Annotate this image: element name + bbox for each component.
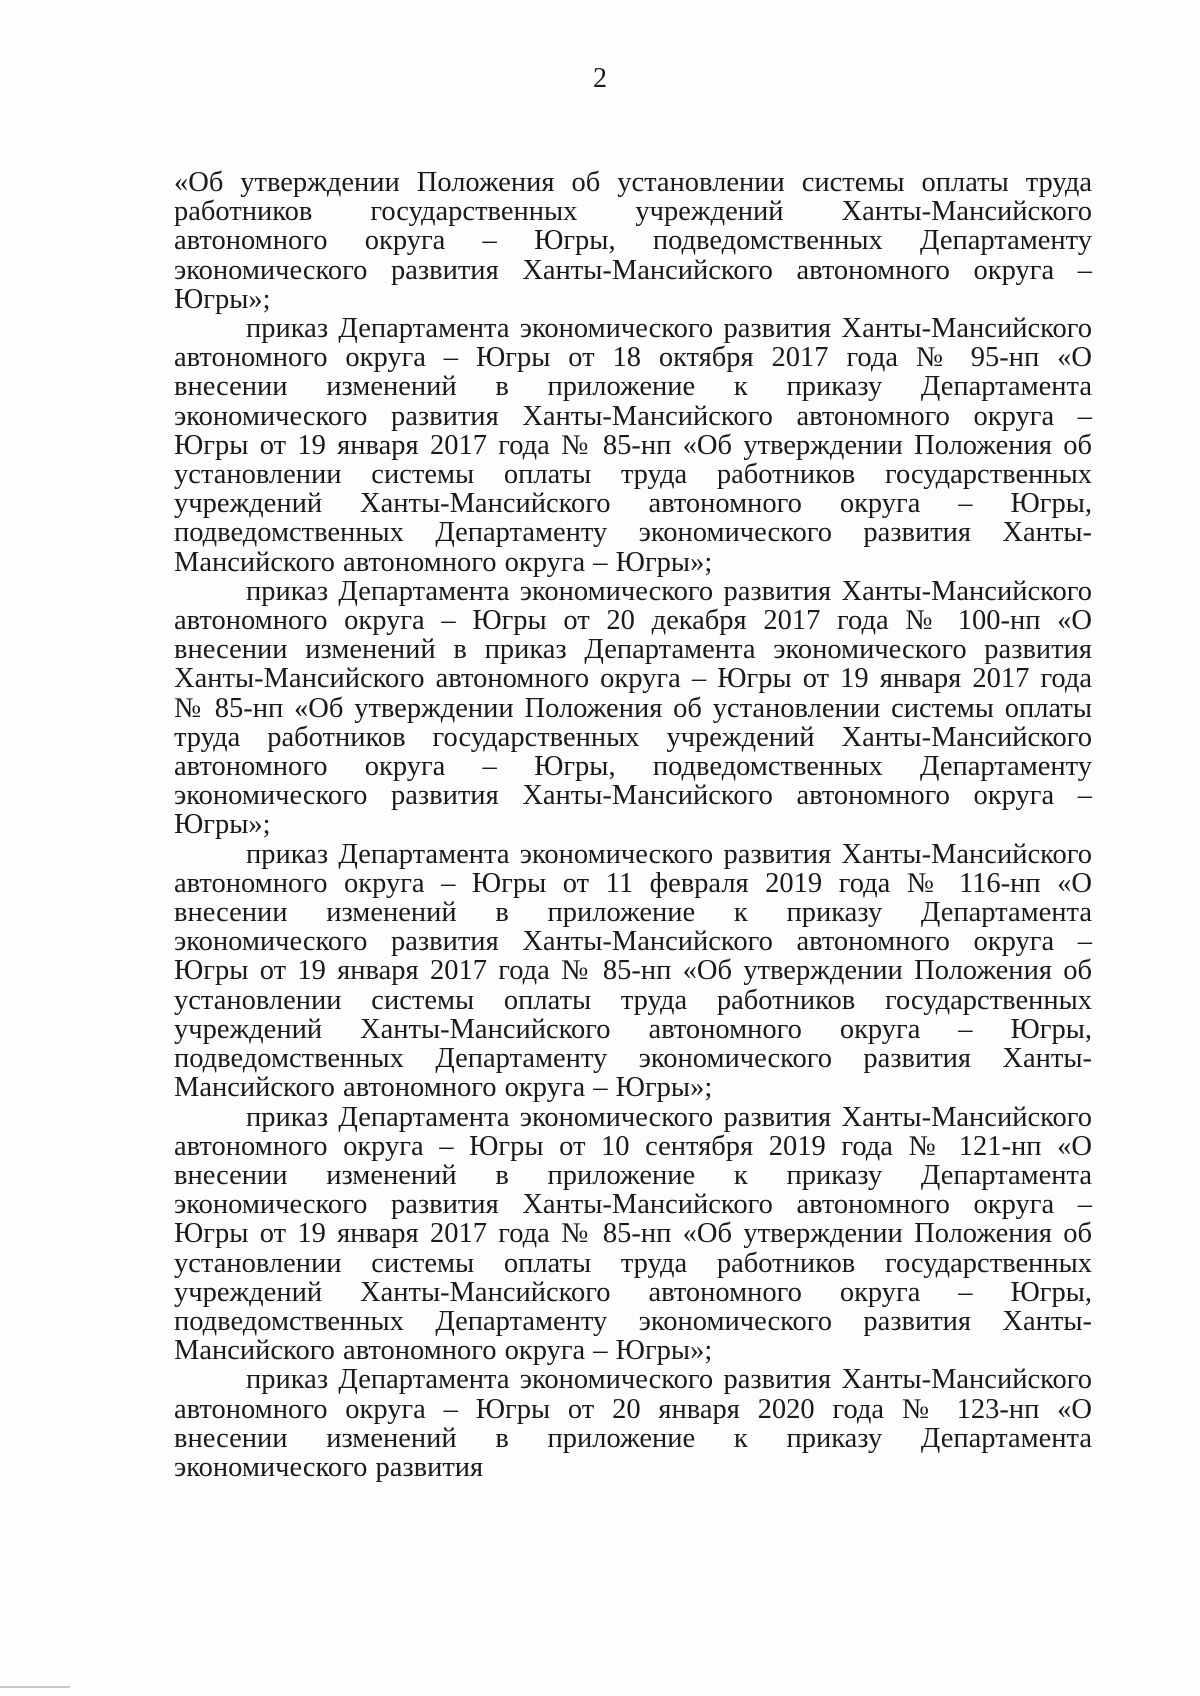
paragraph-continuation: «Об утверждении Положения об установлении системы оплаты труда работников государственных учреждений Ханты-Мансийского автономного округа – Югры, подведомственных Департаменту экономического развития Ханты-Мансийского автономного округа – Югры»; bbox=[174, 167, 1092, 315]
paragraph-order-95: приказ Департамента экономического развития Ханты-Мансийского автономного округа – Югры от 18 октября 2017 года № 95-нп «О внесении изменений в приложение к приказу Департамента экономического развития Ханты-Мансийского автономного округа – Югры от 19 января 2017 года № 85-нп «Об утверждении Положения об установлении системы оплаты труда работников государственных учреждений Ханты-Мансийского автономного округа – Югры, подведомственных Департаменту экономического развития Ханты-Мансийского автономного округа – Югры»; bbox=[174, 313, 1092, 578]
paragraph-order-121: приказ Департамента экономического развития Ханты-Мансийского автономного округа – Югры от 10 сентября 2019 года № 121-нп «О внесении изменений в приложение к приказу Департамента экономического развития Ханты-Мансийского автономного округа – Югры от 19 января 2017 года № 85-нп «Об утверждении Положения об установлении системы оплаты труда работников государственных учреждений Ханты-Мансийского автономного округа – Югры, подведомственных Департаменту экономического развития Ханты-Мансийского автономного округа – Югры»; bbox=[174, 1101, 1092, 1367]
paragraph-order-100: приказ Департамента экономического развития Ханты-Мансийского автономного округа – Югры от 20 декабря 2017 года № 100-нп «О внесении изменений в приказ Департамента экономического развития Ханты-Мансийского автономного округа – Югры от 19 января 2017 года № 85-нп «Об утверждении Положения об установлении системы оплаты труда работников государственных учреждений Ханты-Мансийского автономного округа – Югры, подведомственных Департаменту экономического развития Ханты-Мансийского автономного округа – Югры»; bbox=[174, 575, 1092, 841]
paragraph-order-123: приказ Департамента экономического развития Ханты-Мансийского автономного округа – Югры от 20 января 2020 года № 123-нп «О внесении изменений в приложение к приказу Департамента экономического развития bbox=[174, 1364, 1092, 1483]
page-number: 2 bbox=[593, 63, 607, 94]
scan-edge-mark bbox=[0, 1686, 70, 1688]
document-body bbox=[174, 168, 1092, 1482]
paragraph-order-116: приказ Департамента экономического развития Ханты-Мансийского автономного округа – Югры от 11 февраля 2019 года № 116-нп «О внесении изменений в приложение к приказу Департамента экономического развития Ханты-Мансийского автономного округа – Югры от 19 января 2017 года № 85-нп «Об утверждении Положения об установлении системы оплаты труда работников государственных учреждений Ханты-Мансийского автономного округа – Югры, подведомственных Департаменту экономического развития Ханты-Мансийского автономного округа – Югры»; bbox=[174, 838, 1092, 1104]
